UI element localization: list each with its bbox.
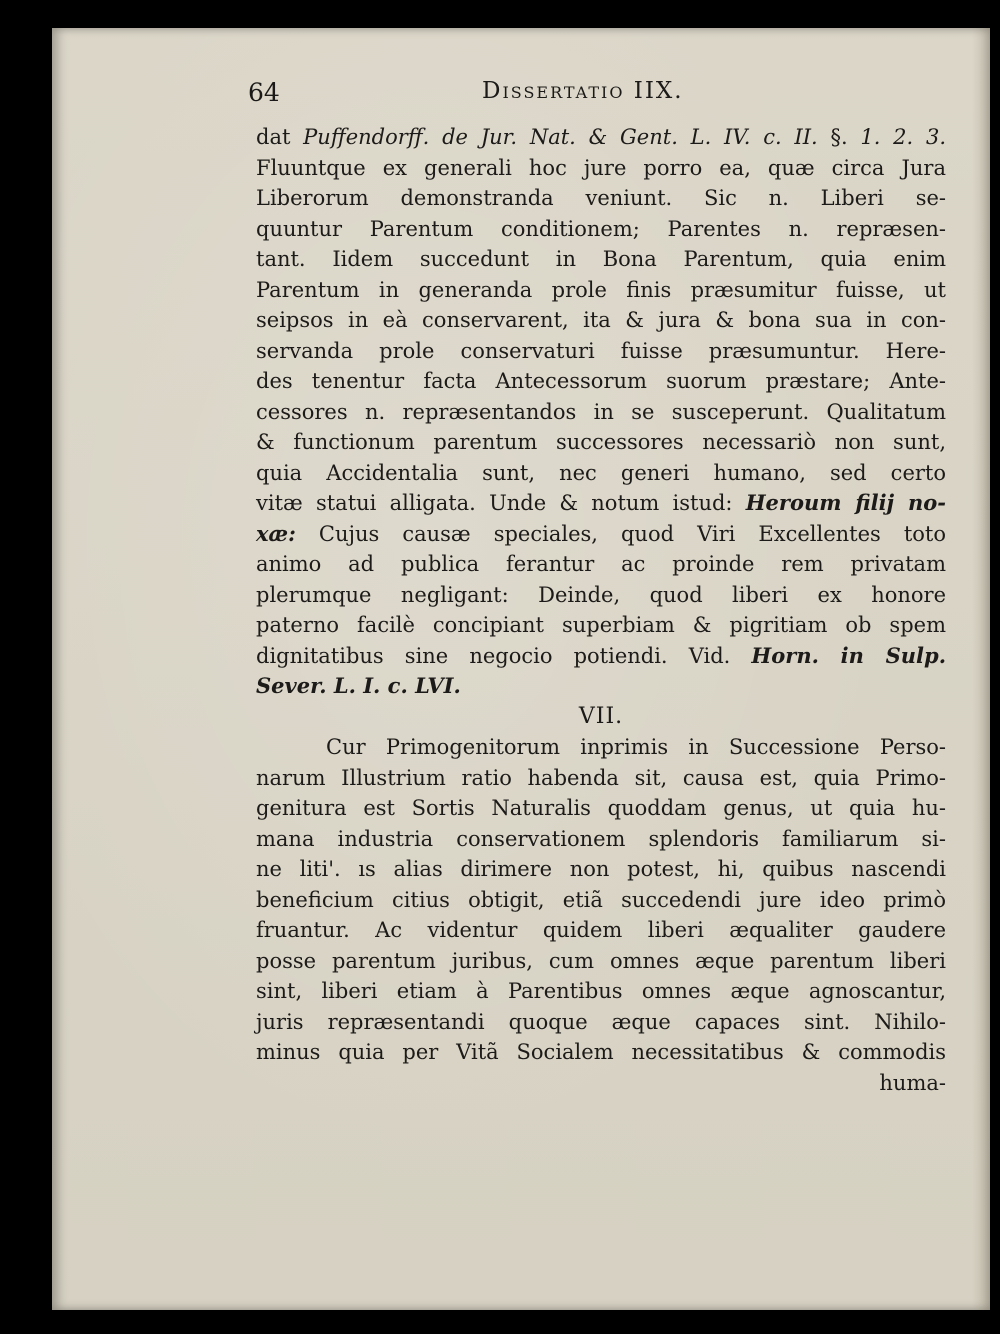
text-span: tant. Iidem succedunt in Bona Parentum, quia enim — [256, 247, 946, 271]
text-line — [256, 183, 946, 214]
text-span: quuntur Parentum conditionem; Parentes n. repræsen- — [256, 216, 946, 241]
text-line — [256, 336, 946, 367]
page-edge-shadow — [972, 28, 990, 1310]
text-span: plerumque negligant: Deinde, quod liberi ex honore — [256, 582, 946, 607]
text-span: des tenentur facta Antecessorum suorum præstare; Ante- — [256, 369, 946, 393]
text-line — [256, 976, 946, 1007]
text-line — [256, 427, 946, 458]
text-span-italic: Horn. in Sulp. — [751, 642, 947, 668]
text-span: ne liti'. ıs alias dirimere non potest, hi, quibus nascendi — [256, 857, 946, 881]
text-line — [256, 1037, 946, 1068]
text-line — [256, 244, 946, 275]
text-line — [256, 305, 946, 336]
text-span: animo ad publica ferantur ac proinde rem privatam — [256, 552, 946, 576]
text-span-italic: 1. 2. 3. — [860, 125, 947, 149]
text-span: dignitatibus sine negocio potiendi. Vid. — [256, 643, 752, 668]
text-span: sint, liberi etiam à Parentibus omnes æque agnoscantur, — [256, 979, 946, 1003]
text-line — [256, 885, 946, 916]
text-line — [256, 1007, 946, 1038]
text-span: genitura est Sortis Naturalis quoddam genus, ut quia hu- — [256, 796, 946, 820]
text-line — [256, 275, 946, 306]
text-span: beneficium citius obtigit, etiã succedendi jure ideo primò — [256, 887, 946, 912]
page-header — [248, 72, 808, 112]
text-line — [256, 519, 946, 550]
text-span: juris repræsentandi quoque æque capaces sint. Nihilo- — [256, 1009, 946, 1034]
text-span-italic: xæ: — [256, 520, 296, 546]
text-line — [256, 214, 946, 245]
text-line — [256, 915, 946, 946]
text-span: mana industria conservationem splendoris familiarum si- — [256, 826, 946, 851]
text-span: §. — [817, 125, 861, 149]
text-span: posse parentum juribus, cum omnes æque parentum liberi — [256, 948, 946, 973]
text-line — [256, 641, 946, 672]
body-text — [256, 122, 946, 1098]
text-line — [256, 763, 946, 794]
text-span: paterno facilè concipiant superbiam & pigritiam ob spem — [256, 613, 946, 637]
text-span-italic: Sever. L. I. c. LVI. — [256, 673, 461, 698]
text-span: VII. — [578, 703, 624, 729]
text-span: dat — [256, 125, 304, 149]
text-span: & functionum parentum successores necessariò non sunt, — [256, 430, 946, 454]
text-span: narum Illustrium ratio habenda sit, causa est, quia Primo- — [256, 765, 946, 790]
text-span: Cur Primogenitorum inprimis in Successione Perso- — [326, 735, 946, 759]
text-span: cessores n. repræsentandos in se susceperunt. Qualitatum — [256, 399, 946, 424]
text-line — [256, 671, 946, 702]
text-span-italic: Puffendorff. de Jur. Nat. & Gent. L. IV. c. II. — [303, 125, 818, 149]
book-page — [52, 28, 990, 1310]
text-line — [256, 397, 946, 428]
text-line — [256, 366, 946, 397]
text-span: Liberorum demonstranda veniunt. Sic n. Liberi se- — [256, 186, 946, 210]
text-line — [256, 580, 946, 611]
text-span: Cujus causæ speciales, quod Viri Excellentes toto — [295, 521, 946, 546]
text-line — [256, 122, 946, 153]
text-span: Parentum in generanda prole finis præsumitur fuisse, ut — [256, 277, 946, 302]
text-line — [256, 549, 946, 580]
text-line — [256, 488, 946, 519]
text-line — [256, 732, 946, 763]
text-span: fruantur. Ac videntur quidem liberi æqualiter gaudere — [256, 918, 946, 942]
text-line — [256, 793, 946, 824]
text-span: servanda prole conservaturi fuisse præsumuntur. Here- — [256, 338, 946, 363]
section-heading — [256, 702, 946, 733]
text-span: Fluuntque ex generali hoc jure porro ea, quæ circa Jura — [256, 155, 946, 180]
text-line — [256, 153, 946, 184]
text-span: minus quia per Vitã Socialem necessitatibus & commodis — [256, 1040, 946, 1064]
text-line — [256, 946, 946, 977]
text-line — [256, 854, 946, 885]
text-line — [256, 824, 946, 855]
text-line — [256, 1068, 946, 1099]
text-span-italic: Heroum filij no- — [745, 490, 946, 515]
text-span: vitæ statui alligata. Unde & notum istud: — [256, 491, 746, 515]
text-line — [256, 610, 946, 641]
running-title: Dissertatio IIX. — [482, 78, 684, 104]
text-span: huma- — [879, 1070, 946, 1095]
page-number: 64 — [248, 78, 280, 107]
text-span: quia Accidentalia sunt, nec generi humano, sed certo — [256, 460, 946, 485]
text-span: seipsos in eà conservarent, ita & jura & bona sua in con- — [256, 308, 946, 332]
text-line — [256, 458, 946, 489]
